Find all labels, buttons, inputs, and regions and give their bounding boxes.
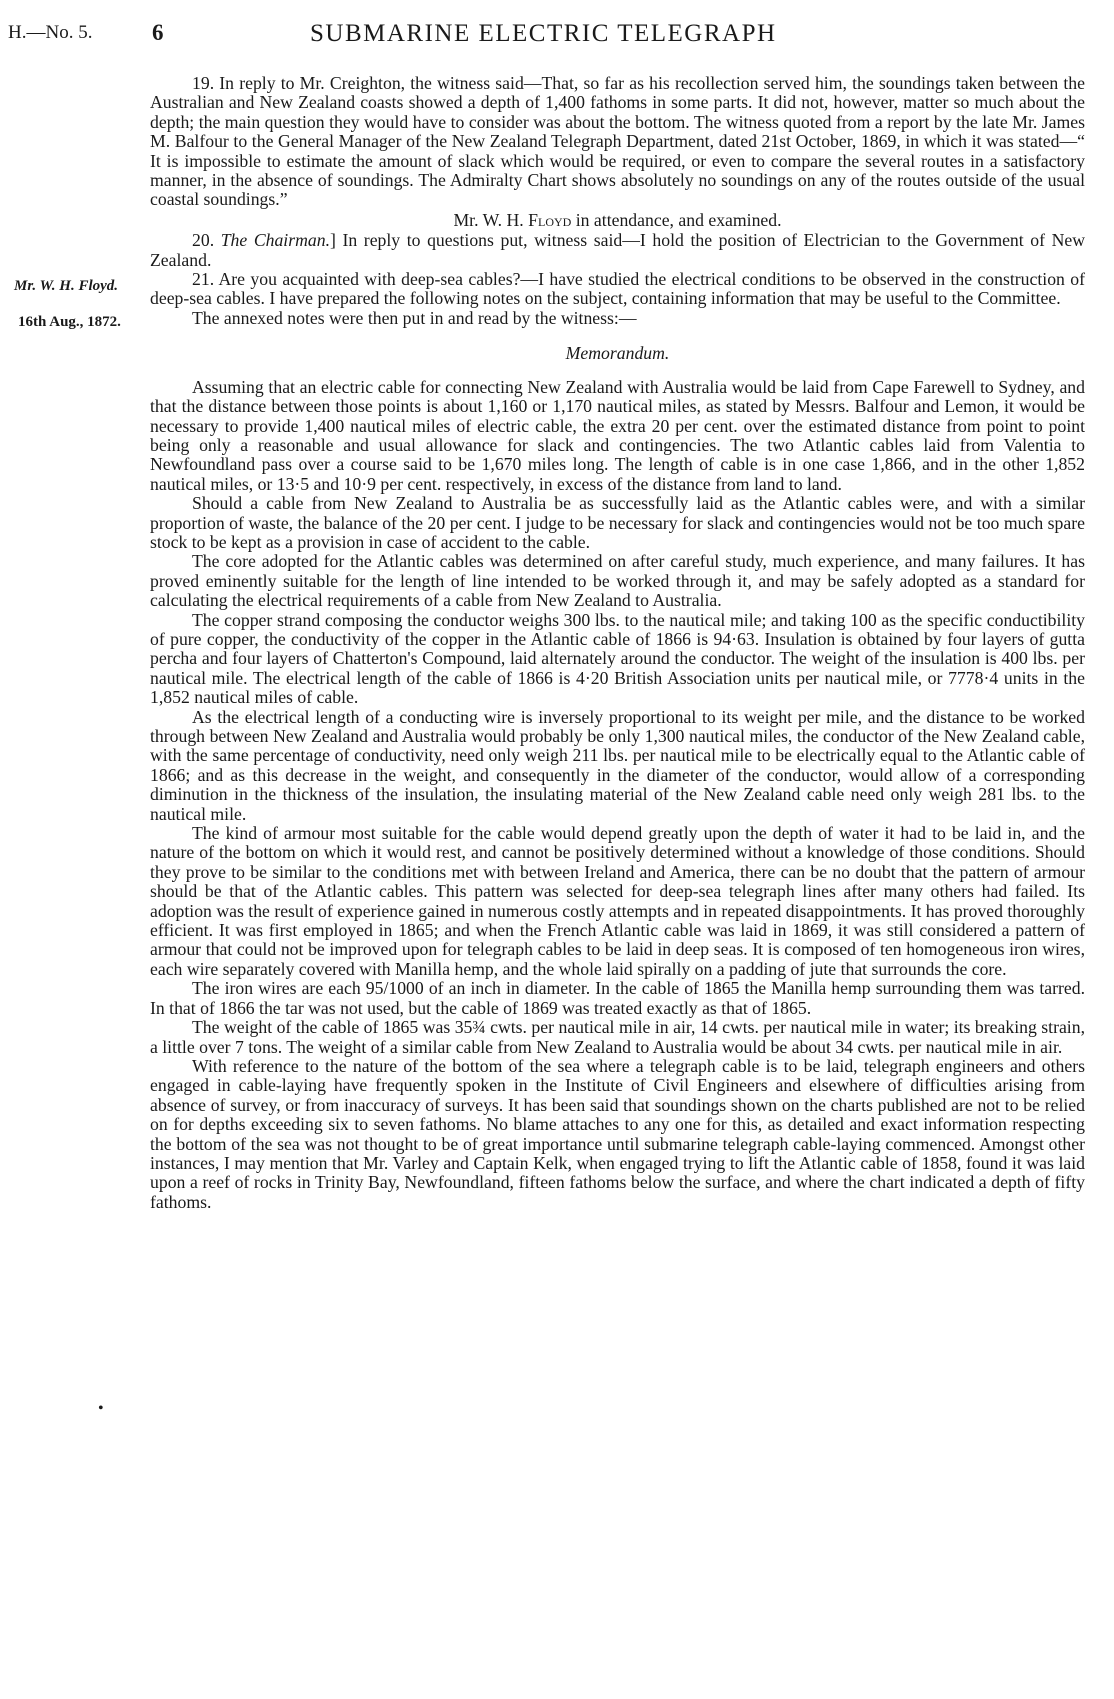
annexed-notes-line: The annexed notes were then put in and read by the witness:— xyxy=(192,307,637,328)
margin-witness-name: Mr. W. H. Floyd. xyxy=(14,278,119,294)
witness-name: Floyd xyxy=(528,209,572,230)
memo-paragraph: The kind of armour most suitable for the cable would depend greatly upon the depth of water it had to be laid in, and the nature of the bottom on which it would rest, and cannot be positively determined without a knowledge of those conditions. Should they prove to be similar to the conditions met with between Ireland and America, there can be no doubt that the pattern of armour should be that of the Atlantic cables. This pattern was selected for deep-sea telegraph lines after many others had failed. Its adoption was the result of experience gained in numerous costly attempts and in repeated disappointments. It has proved thoroughly efficient. It was first employed in 1865; and when the French Atlantic cable was laid in 1869, it was still considered a pattern of armour that could not be improved upon for telegraph cables to be laid in deep seas. It is composed of ten homogeneous iron wires, each wire separately covered with Manilla hemp, and the whole laid spirally on a padding of jute that surrounds the core. xyxy=(150,823,1085,979)
memo-paragraph: The core adopted for the Atlantic cables was determined on after careful study, much experience, and many failures. It has proved eminently suitable for the length of line intended to be worked through it, and may be safely adopted as a standard for calculating the electrical requirements of a cable from New Zealand to Australia. xyxy=(150,551,1085,611)
running-title: SUBMARINE ELECTRIC TELEGRAPH xyxy=(310,20,777,47)
margin-date: 16th Aug., 1872. xyxy=(18,314,121,330)
memo-paragraph: The iron wires are each 95/1000 of an inch in diameter. In the cable of 1865 the Manilla hemp surrounding them was tarred. In that of 1866 the tar was not used, but the cable of 1869 was treated exactly as that of 1865. xyxy=(150,978,1085,1018)
paragraph-20-text: ] In reply to questions put, witness said—I hold the position of Electrician to the Government of New Zealand. xyxy=(150,230,1086,270)
memo-paragraph: Assuming that an electric cable for connecting New Zealand with Australia would be laid from Cape Farewell to Sydney, and that the distance between those points is about 1,160 or 1,170 nautical miles, as stated by Messrs. Balfour and Lemon, it would be necessary to provide 1,400 nautical miles of electric cable, the extra 20 per cent. over the estimated distance from point to point being only a reasonable and usual allowance for slack and contingencies. The two Atlantic cables laid from Valentia to Newfoundland pass over a course said to be 1,670 miles long. The length of cable is in one case 1,866, and in the other 1,852 nautical miles, or 13·5 and 10·9 per cent. respectively, in excess of the distance from land to land. xyxy=(150,376,1085,494)
paragraph-20-number: 20. xyxy=(192,230,221,251)
memo-paragraph: The weight of the cable of 1865 was 35¾ cwts. per nautical mile in air, 14 cwts. per nautical mile in water; its breaking strain, a little over 7 tons. The weight of a similar cable from New Zealand to Australia would be about 34 cwts. per nautical mile in air. xyxy=(150,1017,1085,1057)
memorandum-title: Memorandum. xyxy=(565,343,670,364)
paper-reference: H.—No. 5. xyxy=(8,22,93,43)
paragraph-20 xyxy=(150,231,1085,270)
memo-paragraph: With reference to the nature of the bottom of the sea where a telegraph cable is to be laid, telegraph engineers and others engaged in cable-laying have frequently spoken in the Institute of Civil Engineers and elsewhere of difficulties arising from absence of survey, or from inaccuracy of surveys. It has been said that soundings shown on the charts published are not to be relied on for depths exceeding six to seven fathoms. No blame attaches to any one for this, as detailed and exact information respecting the bottom of the sea was not thought to be of great importance until submarine telegraph cable-laying commenced. Amongst other instances, I may mention that Mr. Varley and Captain Kelk, when engaged trying to lift the Atlantic cable of 1858, found it was laid upon a reef of rocks in Trinity Bay, Newfoundland, fifteen fathoms below the surface, and where the chart indicated a depth of fifty fathoms. xyxy=(150,1055,1085,1212)
document-body xyxy=(150,74,1085,1212)
paragraph-21: 21. Are you acquainted with deep-sea cables?—I have studied the electrical conditions to be observed in the construction of deep-sea cables. I have prepared the following notes on the subject, containing information that may be useful to the Committee. xyxy=(150,269,1085,309)
attendance-line xyxy=(150,211,1085,230)
page-number: 6 xyxy=(152,20,164,45)
chairman-label: The Chairman. xyxy=(220,230,330,251)
memo-paragraph: The copper strand composing the conductor weighs 300 lbs. to the nautical mile; and taking 100 as the specific conductibility of pure copper, the conductivity of the copper in the Atlantic cable of 1866 is 94·63. Insulation is obtained by four layers of gutta percha and four layers of Chatterton's Compound, laid alternately around the conductor. The weight of the insulation is 400 lbs. per nautical mile. The electrical length of the cable of 1866 is 4·20 British Association units per nautical mile, or 7778·4 units in the 1,852 nautical miles of cable. xyxy=(150,609,1085,708)
margin-bullet: • xyxy=(98,1400,104,1417)
page-header xyxy=(0,14,1114,50)
paragraph-19: 19. In reply to Mr. Creighton, the witness said—That, so far as his recollection served him, the soundings taken between the Australian and New Zealand coasts showed a depth of 1,400 fathoms in some parts. It did not, however, matter so much about the depth; the main question they would have to consider was about the bottom. The witness quoted from a report by the late Mr. James M. Balfour to the General Manager of the New Zealand Telegraph Department, dated 21st October, 1869, in which it was stated—“ It is impossible to estimate the amount of slack which would be required, or even to compare the several routes in a satisfactory manner, in the absence of soundings. The Admiralty Chart shows absolutely no soundings on any of the routes outside of the usual coastal soundings.” xyxy=(150,73,1085,210)
attendance-prefix: Mr. W. H. xyxy=(453,209,529,230)
memo-paragraph: As the electrical length of a conducting wire is inversely proportional to its weight per mile, and the distance to be worked through between New Zealand and Australia would probably be only 1,300 nautical miles, the conductor of the New Zealand cable, with the same percentage of conductivity, need only weigh 211 lbs. per nautical mile to be electrically equal to the Atlantic cable of 1866; and as this decrease in the weight, and consequently in the diameter of the conductor, would allow of a corresponding diminution in the thickness of the insulation, the insulating material of the New Zealand cable need only weigh 281 lbs. to the nautical mile. xyxy=(150,706,1085,824)
attendance-suffix: in attendance, and examined. xyxy=(571,209,782,230)
memo-paragraph: Should a cable from New Zealand to Australia be as successfully laid as the Atlantic cables were, and with a similar proportion of waste, the balance of the 20 per cent. I judge to be necessary for slack and contingencies would not be too much spare stock to be kept as a provision in case of accident to the cable. xyxy=(150,493,1085,552)
